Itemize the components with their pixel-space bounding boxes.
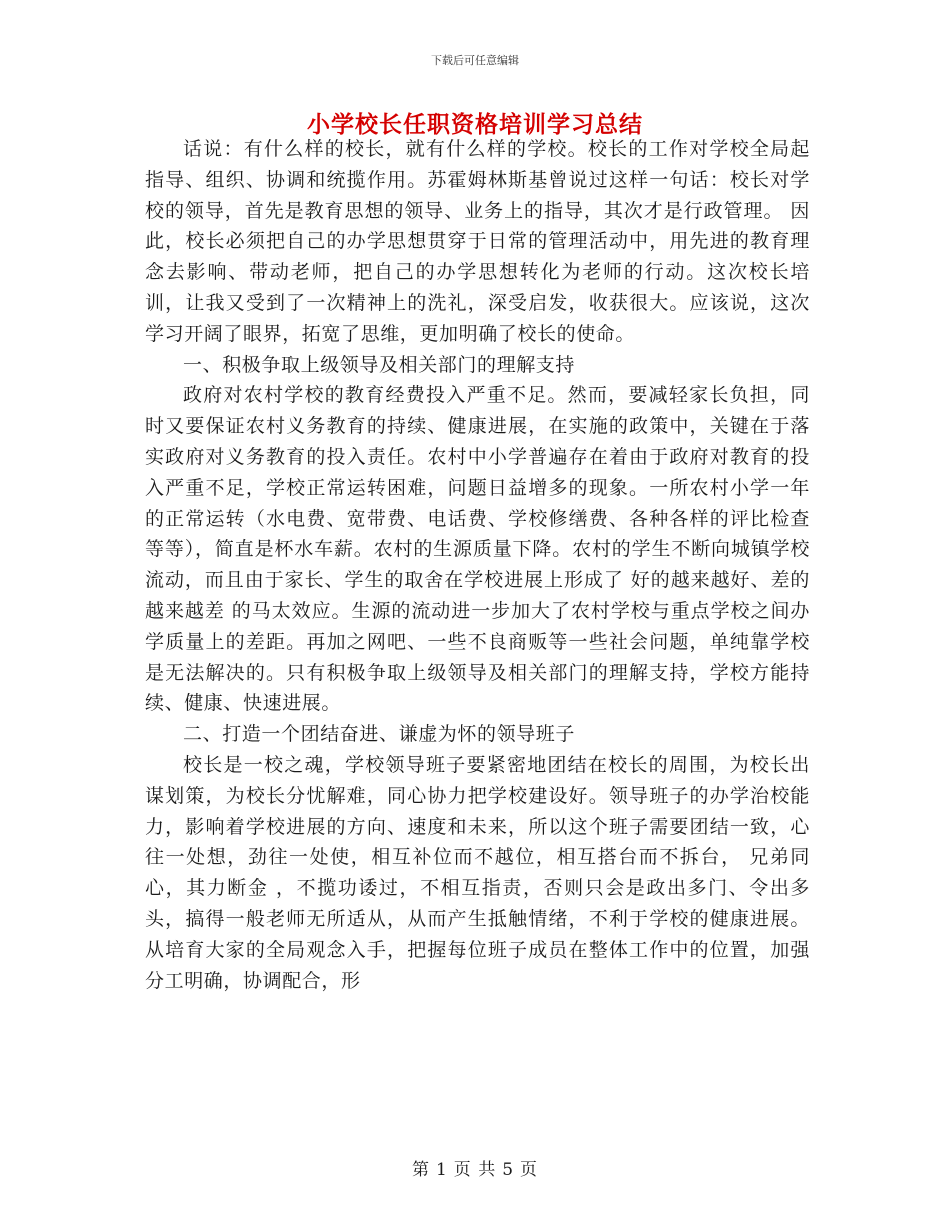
- document-title: 小学校长任职资格培训学习总结: [307, 111, 643, 138]
- paragraph-section-2: 校长是一校之魂，学校领导班子要紧密地团结在校长的周围，为校长出谋划策，为校长分忧解难，同心协力把学校建设好。领导班子的办学治校能力，影响着学校进展的方向、速度和未来，所以这个班子需要团结一致，心往一处想，劲往一处使，相互补位而不越位，相互搭台而不拆台， 兄弟同心，其力断金 ，不揽功诿过，不相互指责，否则只会是政出多门、令出多头，搞得一般老师无所适从，从而产生抵触情绪，不利于学校的健康进展。从培育大家的全局观念入手，把握每位班子成员在整体工作中的位置，加强分工明确，协调配合，形: [145, 753, 810, 992]
- footer-prefix: 第: [411, 1160, 430, 1180]
- paragraph-section-1: 政府对农村学校的教育经费投入严重不足。然而，要减轻家长负担，同时又要保证农村义务教育的持续、健康进展，在实施的政策中，关键在于落实政府对义务教育的投入责任。农村中小学普遍存在着由于政府对教育的投入严重不足，学校正常运转困难，问题日益增多的现象。一所农村小学一年的正常运转（水电费、宽带费、电话费、学校修缮费、各种各样的评比检查等等），简直是杯水车薪。农村的生源质量下降。农村的学生不断向城镇学校流动，而且由于家长、学生的取舍在学校进展上形成了 好的越来越好、差的越来越差 的马太效应。生源的流动进一步加大了农村学校与重点学校之间办学质量上的差距。再加之网吧、一些不良商贩等一些社会问题，单纯靠学校是无法解决的。只有积极争取上级领导及相关部门的理解支持，学校方能持续、健康、快速进展。: [145, 384, 810, 715]
- section-heading-2: 二、打造一个团结奋进、谦虚为怀的领导班子: [183, 723, 576, 746]
- footer-suffix: 页: [520, 1160, 539, 1180]
- current-page-number: 1: [435, 1160, 448, 1180]
- page-footer: [0, 1155, 950, 1180]
- footer-middle: 页 共: [453, 1160, 497, 1180]
- section-heading-1: 一、积极争取上级领导及相关部门的理解支持: [183, 353, 576, 376]
- document-body: [145, 134, 810, 996]
- paragraph-intro: 话说：有什么样的校长，就有什么样的学校。校长的工作对学校全局起指导、组织、协调和统揽作用。苏霍姆林斯基曾说过这样一句话：校长对学校的领导，首先是教育思想的领导、业务上的指导，其次才是行政管理。 因此，校长必须把自己的办学思想贯穿于日常的管理活动中，用先进的教育理念去影响、带动老师，把自己的办学思想转化为老师的行动。这次校长培训，让我又受到了一次精神上的洗礼，深受启发，收获很大。应该说，这次学习开阔了眼界，拓宽了思维，更加明确了校长的使命。: [145, 138, 810, 345]
- total-pages-number: 5: [502, 1160, 515, 1180]
- header-note: 下载后可任意编辑: [431, 54, 519, 67]
